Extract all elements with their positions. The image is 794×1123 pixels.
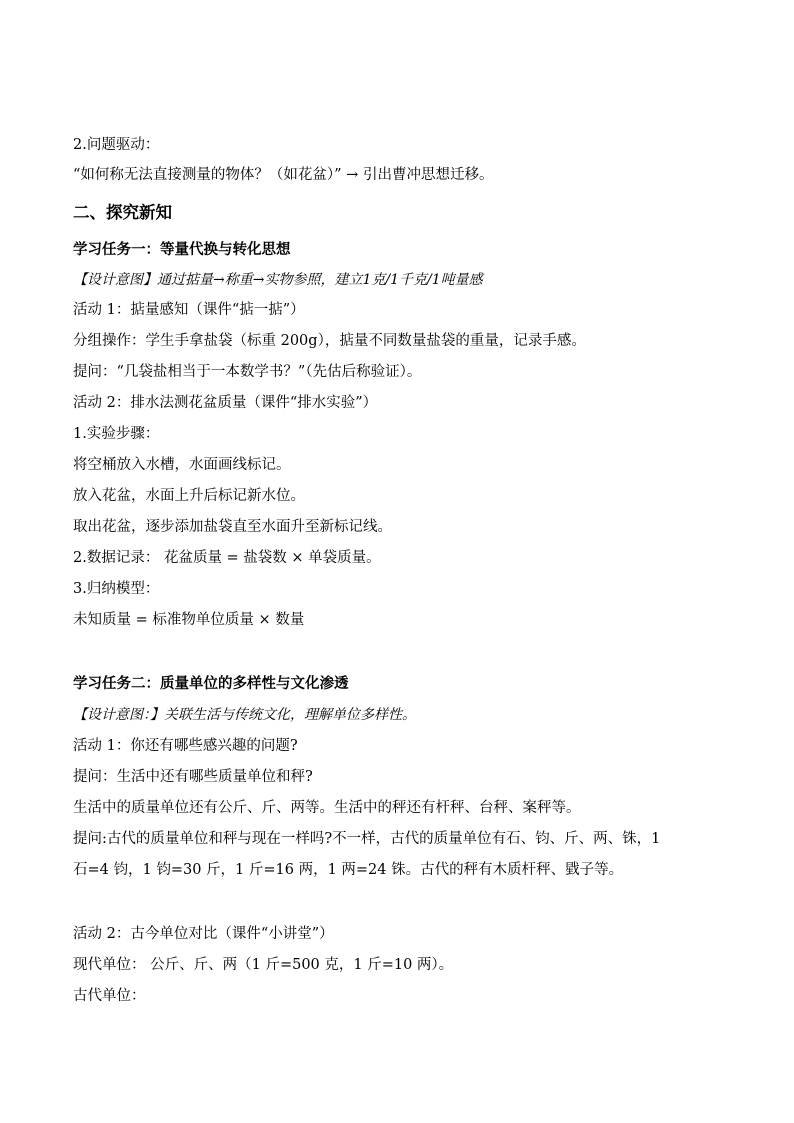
task-heading: 学习任务二：质量单位的多样性与文化渗透 bbox=[73, 675, 349, 692]
section-heading: 二、探究新知 bbox=[73, 203, 172, 222]
text-line: 放入花盆，水面上升后标记新水位。 bbox=[73, 488, 305, 504]
task-heading: 学习任务一：等量代换与转化思想 bbox=[73, 241, 291, 258]
text-line: 2.问题驱动： bbox=[73, 137, 160, 153]
text-line: 现代单位： 公斤、斤、两（1 斤=500 克，1 斤=10 两）。 bbox=[73, 957, 454, 973]
text-line: 活动 1：你还有哪些感兴趣的问题? bbox=[73, 738, 298, 754]
text-line: 分组操作：学生手拿盐袋（标重 200g），掂量不同数量盐袋的重量，记录手感。 bbox=[73, 333, 586, 349]
text-line: 【设计意图：】关联生活与传统文化，理解单位多样性。 bbox=[73, 707, 416, 723]
text-line: 活动 2：古今单位对比（课件“小讲堂”） bbox=[73, 926, 334, 942]
text-line: 3.归纳模型： bbox=[73, 581, 160, 597]
text-line: 生活中的质量单位还有公斤、斤、两等。生活中的秤还有杆秤、台秤、案秤等。 bbox=[73, 800, 581, 816]
text-line: 提问：“几袋盐相当于一本数学书？”（先估后称验证）。 bbox=[73, 364, 422, 380]
text-line: 取出花盆，逐步添加盐袋直至水面升至新标记线。 bbox=[73, 519, 392, 535]
text-line: 提问：生活中还有哪些质量单位和秤? bbox=[73, 769, 313, 785]
text-line: 提问:古代的质量单位和秤与现在一样吗?不一样，古代的质量单位有石、钧、斤、两、铢，1 bbox=[73, 831, 661, 847]
text-line: 未知质量 = 标准物单位质量 × 数量 bbox=[73, 612, 305, 628]
text-line: 2.数据记录： 花盆质量 = 盐袋数 × 单袋质量。 bbox=[73, 550, 381, 566]
text-line: 将空桶放入水槽，水面画线标记。 bbox=[73, 457, 291, 473]
text-line: 1.实验步骤： bbox=[73, 426, 160, 442]
text-line: “如何称无法直接测量的物体？（如花盆）” → 引出曹冲思想迁移。 bbox=[73, 167, 494, 183]
text-line: 石=4 钧，1 钧=30 斤，1 斤=16 两，1 两=24 铢。古代的秤有木质杆秤、戥子等。 bbox=[73, 862, 624, 878]
text-line: 古代单位： bbox=[73, 988, 146, 1004]
text-line: 【设计意图】通过掂量→称重→实物参照，建立1克/1千克/1吨量感 bbox=[73, 272, 483, 288]
text-line: 活动 1：掂量感知（课件“掂一掂”） bbox=[73, 302, 305, 318]
text-line: 活动 2：排水法测花盆质量（课件“排水实验”） bbox=[73, 395, 378, 411]
